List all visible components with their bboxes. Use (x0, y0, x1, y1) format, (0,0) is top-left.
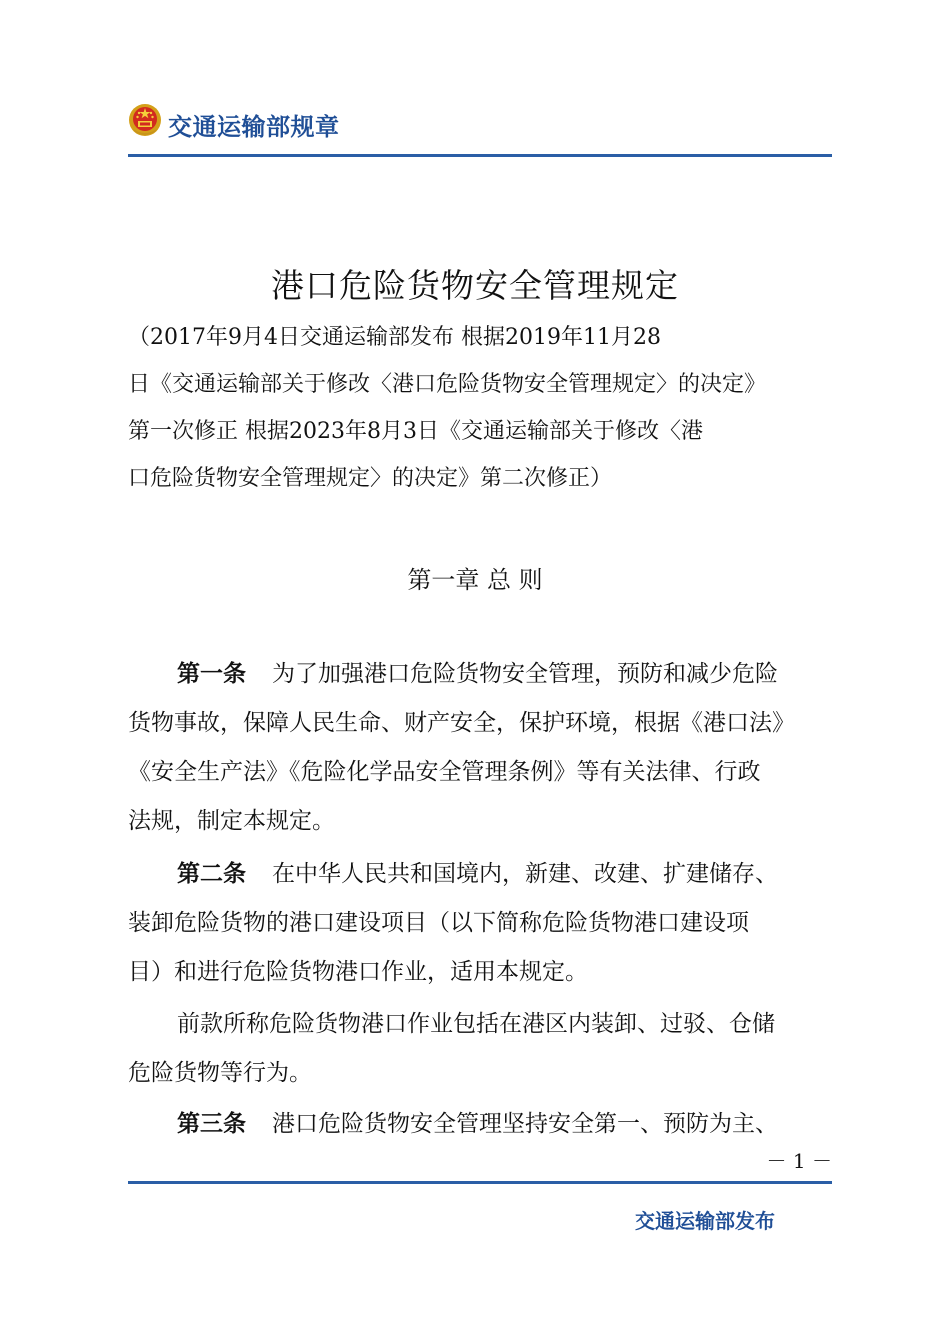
header-title: 交通运输部规章 (168, 113, 340, 141)
document-title: 港口危险货物安全管理规定 (271, 266, 679, 305)
article-line (128, 650, 832, 699)
revision-note-line: 日《交通运输部关于修改〈港口危险货物安全管理规定〉的决定》 (128, 372, 767, 397)
article-2 (128, 850, 832, 997)
revision-note-line: 口危险货物安全管理规定〉的决定》第二次修正） (128, 466, 613, 491)
article-1 (128, 650, 832, 846)
article-line: 《安全生产法》《危险化学品安全管理条例》等有关法律、行政 (128, 759, 761, 785)
article-line: 目）和进行危险货物港口作业，适用本规定。 (128, 959, 588, 985)
article-text: 在中华人民共和国境内，新建、改建、扩建储存、 (272, 861, 778, 887)
page-number: － 1 － (766, 1149, 832, 1173)
article-3 (128, 1100, 832, 1149)
article-2-paragraph-2 (128, 1000, 832, 1098)
article-line: 法规，制定本规定。 (128, 808, 335, 834)
revision-note-line: 第一次修正 根据2023年8月3日《交通运输部关于修改〈港 (128, 419, 703, 444)
revision-note (128, 314, 832, 502)
article-number: 第二条 (177, 861, 246, 887)
article-line: 前款所称危险货物港口作业包括在港区内装卸、过驳、仓储 (177, 1011, 775, 1037)
page-header (128, 100, 832, 158)
article-line (128, 850, 832, 899)
revision-note-line: （2017年9月4日交通运输部发布 根据2019年11月28 (128, 325, 661, 350)
article-line: 货物事故，保障人民生命、财产安全，保护环境，根据《港口法》 (128, 710, 795, 736)
article-line: 危险货物等行为。 (128, 1060, 312, 1086)
footer-publisher: 交通运输部发布 (635, 1209, 775, 1233)
article-text: 港口危险货物安全管理坚持安全第一、预防为主、 (272, 1111, 778, 1137)
article-line: 装卸危险货物的港口建设项目（以下简称危险货物港口建设项 (128, 910, 749, 936)
article-number: 第三条 (177, 1111, 246, 1137)
header-divider (128, 154, 832, 157)
article-number: 第一条 (177, 661, 246, 687)
footer-divider (128, 1181, 832, 1184)
chapter-heading: 第一章 总 则 (407, 566, 543, 594)
article-line (128, 1100, 832, 1149)
national-emblem-icon (128, 103, 162, 137)
article-text: 为了加强港口危险货物安全管理，预防和减少危险 (272, 661, 778, 687)
